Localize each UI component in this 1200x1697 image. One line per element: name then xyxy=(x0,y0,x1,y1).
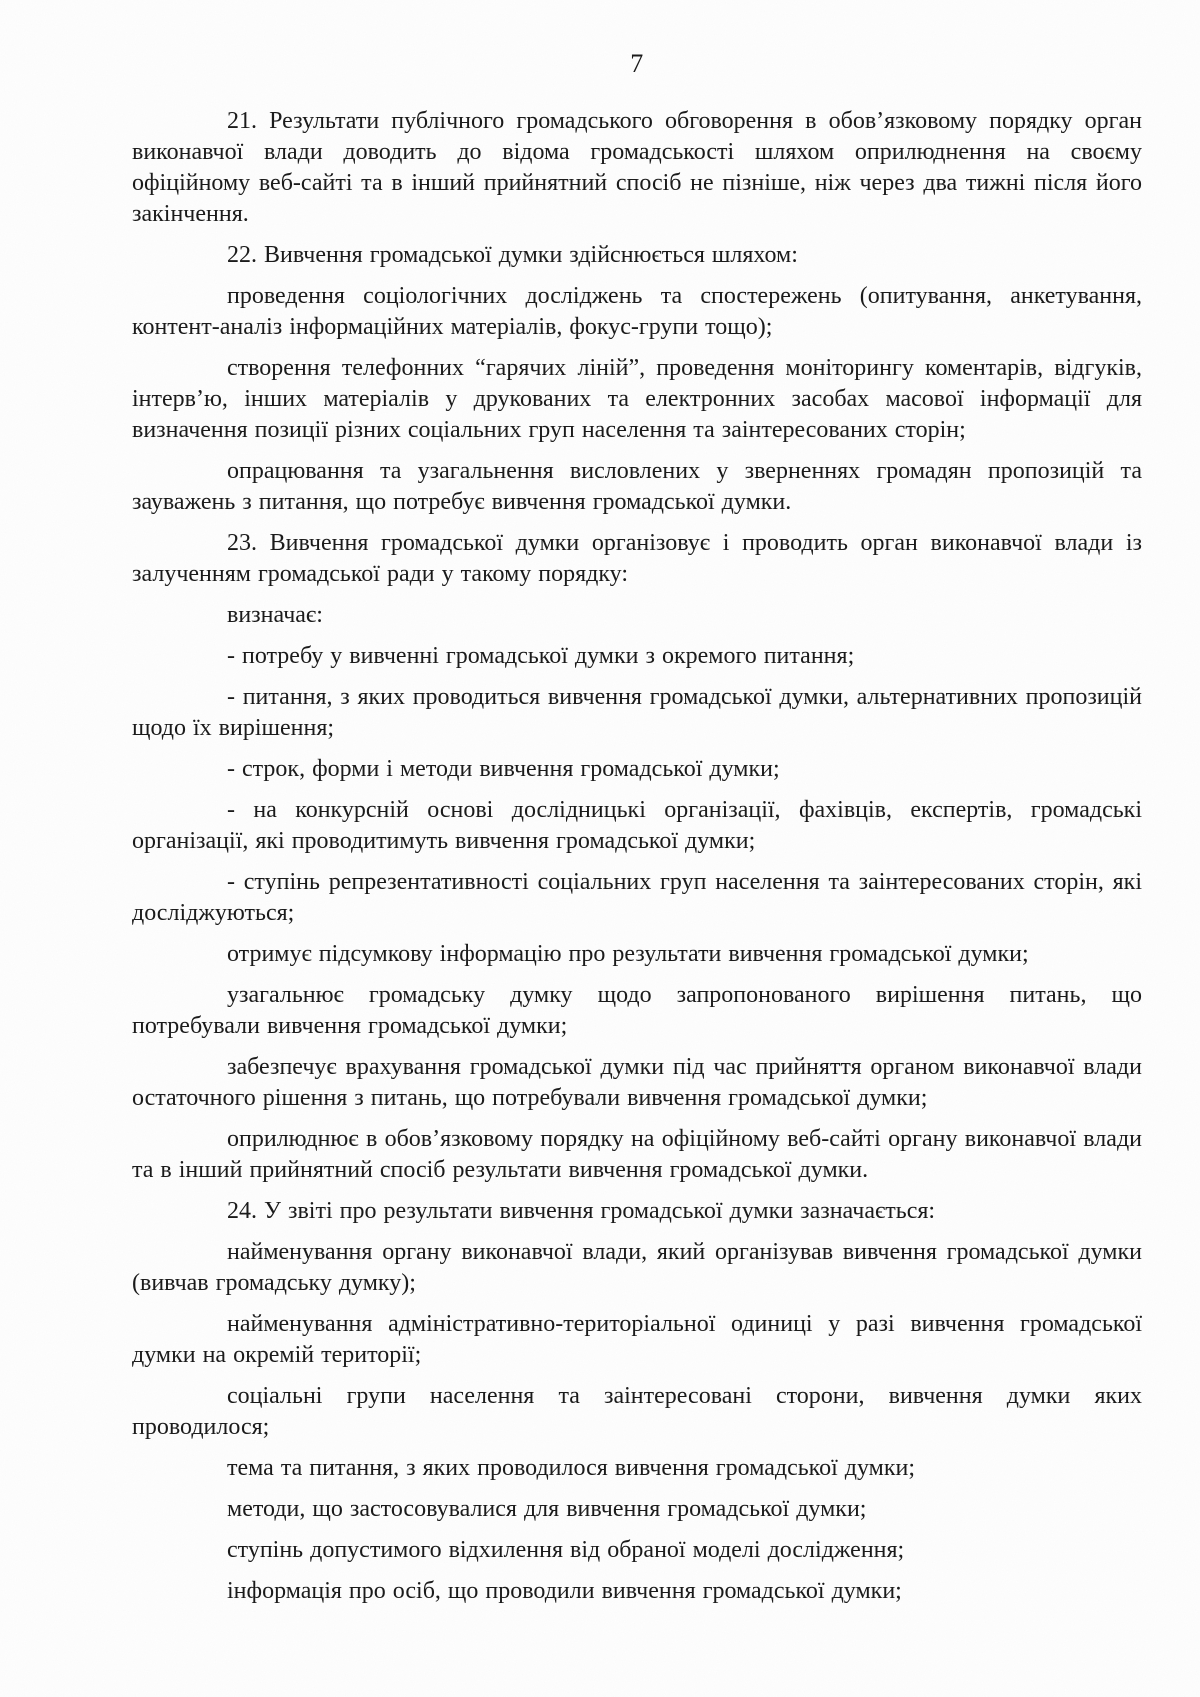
page-content xyxy=(132,48,1142,1617)
paragraph-23: 23. Вивчення громадської думки організовує і проводить орган виконавчої влади із залученням громадської ради у такому порядку: xyxy=(132,530,1142,587)
list-item: - питання, з яких проводиться вивчення громадської думки, альтернативних пропозицій щодо їх вирішення; xyxy=(132,684,1142,741)
paragraph-21: 21. Результати публічного громадського обговорення в обов’язковому порядку орган виконавчої влади доводить до відома громадськості шляхом оприлюднення на своєму офіційному веб-сайті та в інший прийнятний спосіб не пізніше, ніж через два тижні після його закінчення. xyxy=(132,108,1142,227)
paragraph: узагальнює громадську думку щодо запропонованого вирішення питань, що потребували вивчення громадської думки; xyxy=(132,982,1142,1039)
paragraph: тема та питання, з яких проводилося вивчення громадської думки; xyxy=(227,1455,916,1481)
paragraph: найменування органу виконавчої влади, який організував вивчення громадської думки (вивчав громадську думку); xyxy=(132,1239,1142,1296)
list-item: - на конкурсній основі дослідницькі організації, фахівців, експертів, громадські організації, які проводитимуть вивчення громадської думки; xyxy=(132,797,1142,854)
paragraph-22: 22. Вивчення громадської думки здійснюється шляхом: xyxy=(227,242,798,268)
paragraph: отримує підсумкову інформацію про результати вивчення громадської думки; xyxy=(227,941,1029,967)
list-item: - потребу у вивченні громадської думки з окремого питання; xyxy=(227,643,855,669)
paragraph: інформація про осіб, що проводили вивчення громадської думки; xyxy=(227,1578,902,1604)
paragraph: соціальні групи населення та заінтересовані сторони, вивчення думки яких проводилося; xyxy=(132,1383,1142,1440)
paragraph: найменування адміністративно-територіальної одиниці у разі вивчення громадської думки на окремій території; xyxy=(132,1311,1142,1368)
paragraph: створення телефонних “гарячих ліній”, проведення моніторингу коментарів, відгуків, інтерв’ю, інших матеріалів у друкованих та електронних засобах масової інформації для визначення позиції різних соціальних груп населення та заінтересованих сторін; xyxy=(132,355,1142,443)
page-number: 7 xyxy=(630,49,644,78)
paragraph: ступінь допустимого відхилення від обраної моделі дослідження; xyxy=(227,1537,905,1563)
paragraph: визначає: xyxy=(227,602,323,628)
paragraph-24: 24. У звіті про результати вивчення громадської думки зазначається: xyxy=(227,1198,936,1224)
paragraph: опрацювання та узагальнення висловлених у зверненнях громадян пропозицій та зауважень з питання, що потребує вивчення громадської думки. xyxy=(132,458,1142,515)
list-item: - строк, форми і методи вивчення громадської думки; xyxy=(227,756,780,782)
list-item: - ступінь репрезентативності соціальних груп населення та заінтересованих сторін, які досліджуються; xyxy=(132,869,1142,926)
paragraph: оприлюднює в обов’язковому порядку на офіційному веб-сайті органу виконавчої влади та в інший прийнятний спосіб результати вивчення громадської думки. xyxy=(132,1126,1142,1183)
paragraph: забезпечує врахування громадської думки під час прийняття органом виконавчої влади остаточного рішення з питань, що потребували вивчення громадської думки; xyxy=(132,1054,1142,1111)
paragraph: проведення соціологічних досліджень та спостережень (опитування, анкетування, контент-аналіз інформаційних матеріалів, фокус-групи тощо); xyxy=(132,283,1142,340)
paragraph: методи, що застосовувалися для вивчення громадської думки; xyxy=(227,1496,867,1522)
